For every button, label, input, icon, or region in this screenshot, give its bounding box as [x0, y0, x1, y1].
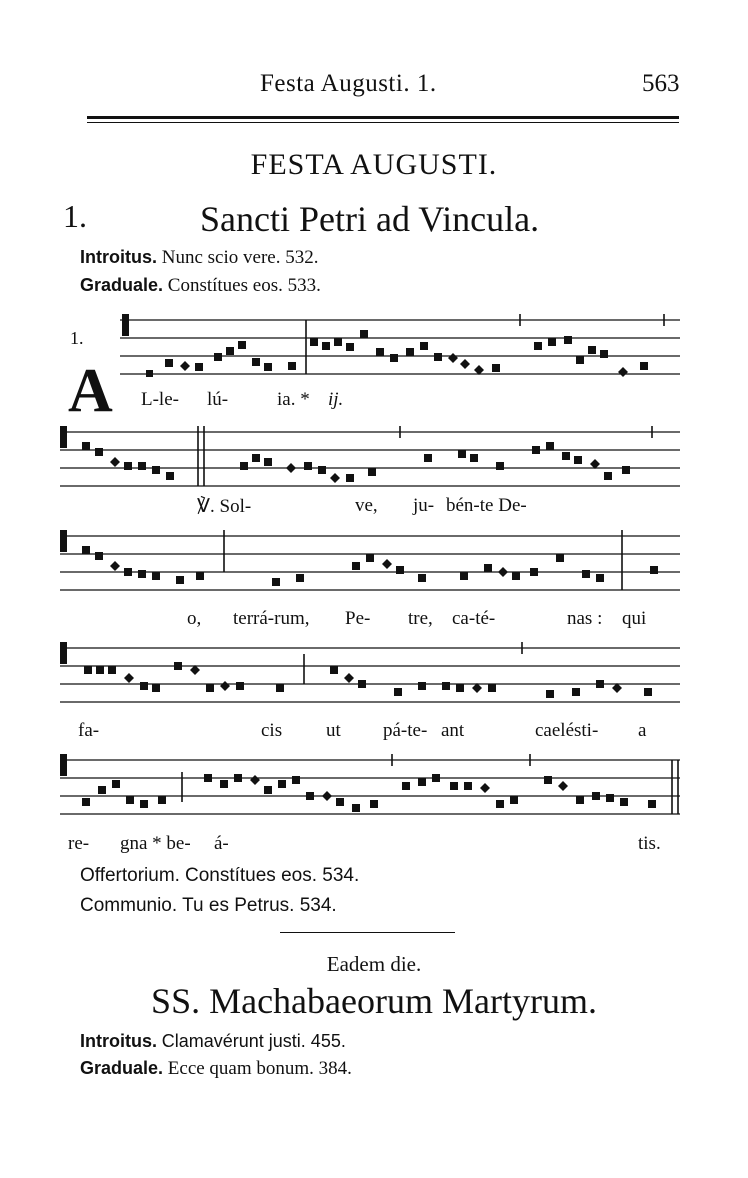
communio-text: Tu es Petrus. 534.: [182, 895, 337, 916]
introitus-text: Nunc scio vere. 532.: [161, 247, 319, 268]
introitus-label: Introitus.: [80, 247, 157, 267]
staff-lines: [60, 432, 680, 486]
mode-number: 1.: [70, 328, 84, 348]
graduale-text: Constítues eos. 533.: [167, 275, 321, 296]
introitus-2-label: Introitus.: [80, 1031, 157, 1051]
lyric: ant: [441, 720, 465, 741]
graduale-label: Graduale.: [80, 275, 164, 295]
chant-staff-4: [0, 640, 748, 720]
chant-staff-3: [0, 528, 748, 608]
neumes: [60, 530, 658, 590]
lyric: gna * be-: [120, 833, 191, 854]
neumes: [122, 314, 664, 377]
lyric: Pe-: [345, 608, 371, 629]
graduale-2-line: [80, 1058, 352, 1080]
introitus-2-text: Clamavérunt justi. 455.: [161, 1031, 346, 1051]
lyric: ca-té-: [452, 608, 496, 629]
lyric: á-: [214, 833, 229, 854]
section-divider: [280, 932, 455, 933]
header-rule: [87, 116, 679, 119]
lyric: fa-: [78, 720, 100, 741]
introitus-2-line: [80, 1031, 346, 1053]
lyric: ve,: [355, 495, 378, 516]
staff-lines: [60, 536, 680, 590]
lyric: qui: [622, 608, 647, 629]
feast-2-title: SS. Machabaeorum Martyrum.: [151, 981, 597, 1021]
lyric: cis: [261, 720, 283, 741]
section-title: FESTA AUGUSTI.: [250, 148, 498, 181]
running-head: Festa Augusti. 1.: [260, 70, 437, 97]
neumes: [60, 426, 652, 486]
lyric: ut: [326, 720, 341, 741]
communio-line: [80, 894, 337, 917]
chant-staff-1: [0, 312, 748, 392]
graduale-2-text: Ecce quam bonum. 384.: [167, 1058, 352, 1079]
neumes: [60, 642, 652, 698]
lyric: ℣. Sol-: [197, 496, 252, 517]
lyric: ia. *: [277, 389, 310, 410]
header-rule-thin: [87, 122, 679, 123]
lyric: terrá-rum,: [233, 608, 310, 629]
neumes: [60, 754, 678, 814]
drop-cap: A: [68, 357, 113, 425]
lyric: pá-te-: [383, 720, 428, 741]
eadem-die: Eadem die.: [326, 952, 422, 976]
lyric: lú-: [207, 389, 229, 410]
lyric: nas :: [567, 608, 603, 629]
chant-staff-2: [0, 424, 748, 504]
page-number: 563: [642, 70, 680, 97]
offertorium-text: Constítues eos. 534.: [184, 865, 360, 886]
lyric: L-le-: [141, 389, 179, 410]
lyric: tre,: [408, 608, 433, 629]
graduale-2-label: Graduale.: [80, 1058, 164, 1078]
offertorium-label: Offertorium.: [80, 865, 180, 886]
chant-staff-5: [0, 752, 748, 832]
lyric: caelésti-: [535, 720, 599, 741]
communio-label: Communio.: [80, 895, 178, 916]
introitus-line: [80, 247, 318, 269]
lyric: tis.: [638, 833, 661, 854]
lyric: a: [638, 720, 647, 741]
feast-number: 1.: [63, 198, 87, 234]
lyric: o,: [187, 608, 202, 629]
lyric: re-: [68, 833, 90, 854]
graduale-line: [80, 275, 321, 297]
lyric: ju-: [413, 495, 435, 516]
lyric: ij.: [328, 389, 344, 410]
offertorium-line: [80, 864, 359, 887]
lyric: bén-te De-: [446, 495, 527, 516]
feast-title: Sancti Petri ad Vincula.: [200, 199, 540, 239]
staff-lines: [60, 648, 680, 702]
